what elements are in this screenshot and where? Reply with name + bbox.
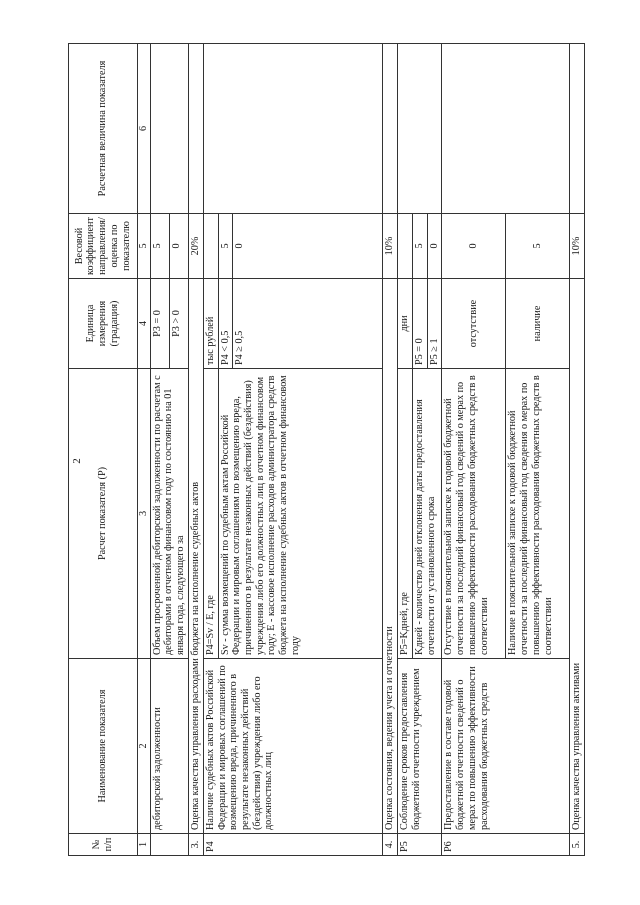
grade-score: 5	[506, 214, 570, 279]
section-title: Оценка качества управления активами	[570, 279, 585, 834]
indicator-name: Соблюдение сроков предоставления бюджетной отчетности учреждением	[398, 659, 442, 834]
section-row	[570, 44, 585, 856]
value-cell	[398, 44, 442, 214]
grade-unit: P5 ≥ 1	[427, 279, 442, 369]
section-num: 3.	[188, 834, 203, 856]
grade-unit: P5 = 0	[413, 279, 428, 369]
header-weight: Весовой коэффициент направления/ оценка по показателю	[69, 214, 138, 279]
grade-unit: отсутствие	[442, 279, 506, 369]
header-row	[69, 44, 138, 856]
unit-title: тыс рублей	[203, 279, 218, 369]
grade-unit: P4 ≥ 0,5	[233, 279, 383, 369]
indicator-name: Предоставление в составе годовой бюджетной отчетности сведений о мерах по повышению эффективности расходования бюджетных средств	[442, 659, 570, 834]
column-number-row	[138, 44, 151, 856]
grade-unit: P3 > 0	[169, 279, 188, 369]
grade-score: 5	[150, 214, 169, 279]
indicator-formula: P4=Sv / E, где	[203, 369, 218, 659]
value-cell	[203, 44, 382, 214]
section-num: 4.	[383, 834, 398, 856]
indicator-table	[68, 43, 585, 856]
indicator-desc: Sv - сумма возмещений по судебным актам Российской Федерации и мировым соглашениям по возмещению вреда, причиненного в результате незаконных действий (бездействия) учреждения либо его должностных лиц в отчетном финансовом году; E - кассовое исполнение расходов администратора средств бюджета на исполнение судебных актов в отчетном финансовом году	[218, 369, 383, 659]
col-number: 2	[138, 659, 151, 834]
section-row	[383, 44, 398, 856]
grade-score: 0	[427, 214, 442, 279]
indicator-calc: Отсутствие в пояснительной записке к годовой бюджетной отчетности за последний финансовый год сведений о мерах по повышению эффективности расходования бюджетных средств в соответствии	[442, 369, 506, 659]
indicator-num: P5	[398, 834, 442, 856]
header-calc: Расчет показателя (P)	[69, 369, 138, 659]
grade-unit: наличие	[506, 279, 570, 369]
col-number: 6	[138, 44, 151, 214]
section-title: Оценка качества управления расходами бюджета на исполнение судебных актов	[188, 279, 203, 834]
header-num: № п/п	[69, 834, 138, 856]
grade-score: 0	[169, 214, 188, 279]
section-row	[188, 44, 203, 856]
grade-score: 5	[413, 214, 428, 279]
indicator-calc: Объем просроченной дебиторской задолженности по расчетам с дебиторами в отчетном финансовом году по состоянию на 01 января года, следующего за	[150, 369, 188, 659]
section-weight: 20%	[188, 214, 203, 279]
grade-score: 5	[218, 214, 233, 279]
col-number: 5	[138, 214, 151, 279]
grade-score: 0	[442, 214, 506, 279]
table-row	[150, 44, 169, 856]
header-unit: Единица измерения (градация)	[69, 279, 138, 369]
value-cell	[150, 44, 188, 214]
grade-unit: P4 < 0,5	[218, 279, 233, 369]
header-value: Расчетная величина показателя	[69, 44, 138, 214]
section-weight: 10%	[383, 214, 398, 279]
grade-score: 0	[233, 214, 383, 279]
indicator-formula: P5=Kдней, где	[398, 369, 413, 659]
indicator-name: дебиторской задолженности	[150, 659, 188, 834]
indicator-num: P4	[203, 834, 382, 856]
unit-title: дни	[398, 279, 413, 369]
col-number: 1	[138, 834, 151, 856]
indicator-name: Наличие судебных актов Российской Федерации и мировых соглашений по возмещению вреда, причиненного в результате незаконных действий (бездействия) учреждения либо его должностных лиц	[203, 659, 382, 834]
page-number: 2	[71, 458, 83, 464]
indicator-calc: Наличие в пояснительной записке к годовой бюджетной отчетности за последний финансовый год сведения о мерах по повышению эффективности расходования бюджетных средств в соответствии	[506, 369, 570, 659]
indicator-desc: Kдней - количество дней отклонения даты предоставления отчетности от установленного срока	[413, 369, 442, 659]
grade-unit: P3 = 0	[150, 279, 169, 369]
value-cell	[442, 44, 570, 214]
indicator-num: P6	[442, 834, 570, 856]
table-row	[398, 44, 413, 856]
section-title: Оценка состояния, ведения учета и отчетности	[383, 279, 398, 834]
rotated-table-page	[68, 44, 631, 856]
section-weight: 10%	[570, 214, 585, 279]
table-row	[442, 44, 506, 856]
header-name: Наименование показателя	[69, 659, 138, 834]
col-number: 3	[138, 369, 151, 659]
section-num: 5.	[570, 834, 585, 856]
col-number: 4	[138, 279, 151, 369]
table-row	[203, 44, 218, 856]
